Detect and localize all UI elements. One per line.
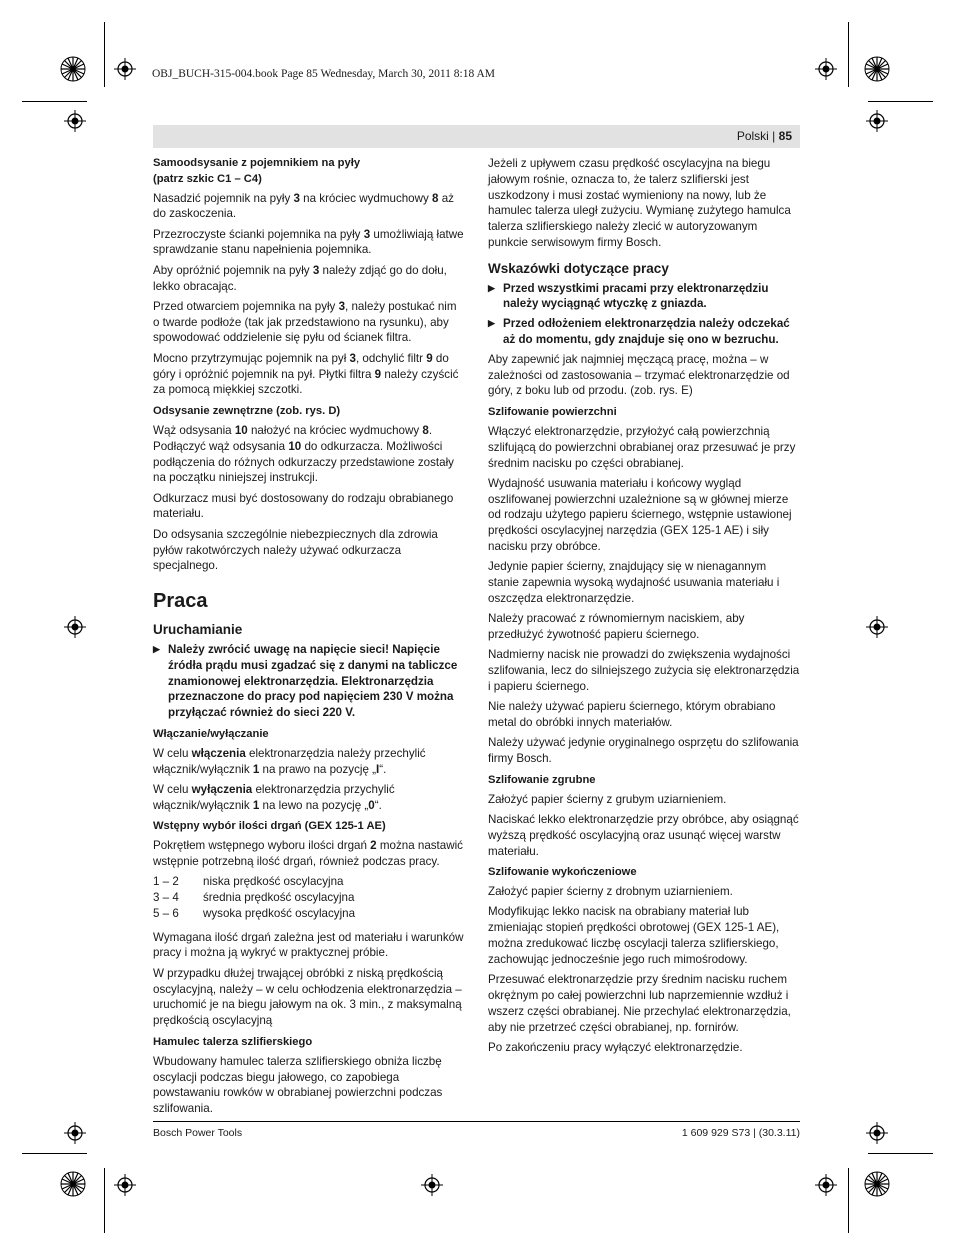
header-language: Polski bbox=[736, 129, 769, 143]
crop-line bbox=[104, 22, 105, 87]
page-header bbox=[153, 125, 800, 148]
paragraph: Jedynie papier ścierny, znajdujący się w nienagannym stanie zapewnia wysoką wydajność usuwania materiału i oszczędza elektronarzędzie. bbox=[488, 560, 780, 605]
crop-line bbox=[22, 1153, 87, 1154]
section-title: Szlifowanie wykończeniowe bbox=[488, 866, 637, 879]
paragraph: Należy używać jedynie oryginalnego osprzętu do szlifowania firmy Bosch. bbox=[488, 736, 799, 766]
paragraph: Po zakończeniu pracy wyłączyć elektronarzędzie. bbox=[488, 1040, 743, 1054]
arrow-icon: ▶ bbox=[488, 282, 495, 293]
section-title: Odsysanie zewnętrzne (zob. rys. D) bbox=[153, 405, 341, 418]
paragraph: Założyć papier ścierny z drobnym uziarnieniem. bbox=[488, 885, 733, 899]
paragraph: Jeżeli z upływem czasu prędkość oscylacyjna na biegu jałowym rośnie, oznacza to, że talerz szlifierski jest uszkodzony i musi zostać wymieniony na nowy, lub że hamulec talerza uległ zużyciu. Wymianę zużytego hamulca talerza szlifierskiego należy zlecić w autoryzowanym punkcie serwisowym firmy Bosch. bbox=[488, 157, 791, 249]
registration-mark-icon bbox=[866, 110, 888, 132]
paragraph: Naciskać lekko elektronarzędzie przy obróbce, aby osiągnąć wyższą prędkość oscylacyjną oraz usunąć więcej warstw materiału. bbox=[488, 812, 799, 858]
paragraph: Wydajność usuwania materiału i końcowy wygląd oszlifowanej powierzchni uzależnione są w głównej mierze od rodzaju użytego papieru ściernego, wstępnie ustawionej prędkości oscylacyjnej narzędzia (GEX 125-1 AE) i siły nacisku przy obróbce. bbox=[488, 476, 792, 554]
paragraph: W celu wyłączenia elektronarzędzia przychylić włącznik/wyłącznik 1 na lewo na pozycję „0“. bbox=[153, 782, 395, 812]
paragraph: Przezroczyste ścianki pojemnika na pyły 3 umożliwiają łatwe sprawdzanie stanu napełnienia pojemnika. bbox=[153, 227, 464, 257]
paragraph: Mocno przytrzymując pojemnik na pył 3, odchylić filtr 9 do góry i opróżnić pojemnik na pył. Płytki filtra 9 należy czyścić za pomocą miękkiej szczotki. bbox=[153, 351, 459, 397]
paragraph: Wbudowany hamulec talerza szlifierskiego obniża liczbę oscylacji podczas biegu jałowego, co zapobiega powstawaniu rowków w obrabianej powierzchni podczas szlifowania. bbox=[153, 1054, 443, 1116]
paragraph: Nie należy używać papieru ściernego, którym obrabiano metal do obróbki innych materiałów. bbox=[488, 700, 776, 729]
paragraph: Aby zapewnić jak najmniej męczącą pracę, można – w zależności od zastosowania – trzymać elektronarzędzie od góry, z boku lub od przodu. (zob. rys. E) bbox=[488, 352, 790, 398]
header-separator: | bbox=[768, 129, 779, 143]
header-text bbox=[737, 129, 792, 143]
footer-doc-number: 1 609 929 S73 | (30.3.11) bbox=[681, 1127, 800, 1139]
starburst-target-icon bbox=[60, 1171, 86, 1197]
warning-bullet: ▶ Należy zwrócić uwagę na napięcie sieci! Napięcie źródła prądu musi zgadzać się z danymi na tabliczce znamionowej elektronarzędzia. Elektronarzędzia przeznaczone do pracy pod napięciem 230 V można przyłączać również do sieci 220 V. bbox=[153, 642, 458, 720]
table-row: 5 – 6 wysoka prędkość oscylacyjna bbox=[153, 906, 356, 920]
paragraph: Założyć papier ścierny z grubym uziarnieniem. bbox=[488, 792, 727, 806]
crop-line bbox=[848, 22, 849, 87]
section-title: Samoodsysanie z pojemnikiem na pyły (patrz szkic C1 – C4) bbox=[153, 157, 361, 185]
arrow-icon: ▶ bbox=[488, 318, 495, 329]
crop-line bbox=[868, 1153, 933, 1154]
footer-divider bbox=[153, 1121, 800, 1122]
registration-mark-icon bbox=[866, 1122, 888, 1144]
warning-bullet: ▶ Przed wszystkimi pracami przy elektronarzędziu należy wyciągnąć wtyczkę z gniazda. bbox=[488, 281, 769, 311]
section-title: Włączanie/wyłączanie bbox=[153, 727, 269, 740]
paragraph: Wymagana ilość drgań zależna jest od materiału i warunków pracy i można ją wykryć w praktycznej próbie. bbox=[153, 930, 464, 960]
arrow-icon: ▶ bbox=[153, 643, 160, 654]
table-row: 3 – 4 średnia prędkość oscylacyjna bbox=[153, 891, 355, 905]
footer-brand: Bosch Power Tools bbox=[153, 1127, 243, 1139]
crop-line bbox=[868, 101, 933, 102]
registration-mark-icon bbox=[815, 1174, 837, 1196]
paragraph: Nadmierny nacisk nie prowadzi do zwiększenia wydajności szlifowania, lecz do silniejszego zużycia się elektronarzędzia i papieru ściernego. bbox=[488, 648, 800, 693]
paragraph: W celu włączenia elektronarzędzia należy przechylić włącznik/wyłącznik 1 na prawo na pozycję „I“. bbox=[153, 746, 426, 776]
registration-mark-icon bbox=[114, 58, 136, 80]
paragraph: Modyfikując lekko nacisk na obrabiany materiał lub zmieniając stopień prędkości obrotowej (GEX 125-1 AE), można zredukować liczbę oscylacji talerza szlifierskiego, zachowując jednocześnie jego ruch mimośrodowy. bbox=[488, 905, 780, 966]
starburst-target-icon bbox=[60, 56, 86, 82]
paragraph: Odkurzacz musi być dostosowany do rodzaju obrabianego materiału. bbox=[153, 491, 454, 521]
paragraph: Aby opróżnić pojemnik na pyły 3 należy zdjąć go do dołu, lekko obracając. bbox=[153, 263, 447, 293]
paragraph: Pokrętłem wstępnego wyboru ilości drgań 2 można nastawić wstępnie potrzebną ilość drgań, również podczas pracy. bbox=[153, 839, 463, 868]
crop-line bbox=[848, 1168, 849, 1233]
crop-line bbox=[104, 1168, 105, 1233]
section-title: Hamulec talerza szlifierskiego bbox=[153, 1035, 313, 1048]
section-heading: Wskazówki dotyczące pracy bbox=[488, 260, 669, 276]
registration-mark-icon bbox=[64, 1122, 86, 1144]
paragraph: Wąż odsysania 10 nałożyć na króciec wydmuchowy 8. Podłączyć wąż odsysania 10 do odkurzacza. Możliwości podłączenia do różnych odkurzaczy przedstawione zostały na początku niniejszej instrukcji. bbox=[153, 423, 454, 485]
registration-mark-icon bbox=[815, 58, 837, 80]
section-heading: Uruchamianie bbox=[153, 622, 243, 638]
registration-mark-icon bbox=[421, 1174, 443, 1196]
right-column bbox=[488, 156, 800, 1060]
section-title: Szlifowanie zgrubne bbox=[488, 773, 596, 786]
section-title: Szlifowanie powierzchni bbox=[488, 406, 617, 419]
crop-line bbox=[22, 101, 87, 102]
registration-mark-icon bbox=[866, 616, 888, 638]
starburst-target-icon bbox=[864, 56, 890, 82]
paragraph: W przypadku dłużej trwającej obróbki z niską prędkością oscylacyjną, należy – w celu ochłodzenia elektronarzędzia – uruchomić je na biegu jałowym na ok. 3 min., z maksymalną prędkością oscylacyjną bbox=[153, 966, 462, 1028]
table-row: 1 – 2 niska prędkość oscylacyjna bbox=[153, 875, 344, 889]
paragraph: Przed otwarciem pojemnika na pyły 3, należy postukać nim o twarde podłoże (tak jak przedstawiono na rysunku), aby spowodować oddzielenie się pyłu od ścianek filtra. bbox=[153, 299, 457, 345]
oscillation-levels-table bbox=[153, 874, 355, 921]
paragraph: Włączyć elektronarzędzie, przyłożyć całą powierzchnią szlifującą do powierzchni obrabianej oraz przesuwać je przy średnim nacisku po części obrabianej. bbox=[488, 424, 796, 470]
section-title: Wstępny wybór ilości drgań (GEX 125-1 AE) bbox=[153, 820, 386, 833]
warning-bullet: ▶ Przed odłożeniem elektronarzędzia należy odczekać aż do momentu, gdy znajduje się ono w bezruchu. bbox=[488, 317, 790, 346]
left-column bbox=[153, 156, 465, 1121]
starburst-target-icon bbox=[864, 1171, 890, 1197]
registration-mark-icon bbox=[114, 1174, 136, 1196]
registration-mark-icon bbox=[64, 110, 86, 132]
paragraph: Należy pracować z równomiernym naciskiem, aby przedłużyć żywotność papieru ściernego. bbox=[488, 612, 745, 642]
page-number: 85 bbox=[778, 129, 792, 143]
registration-mark-icon bbox=[64, 616, 86, 638]
paragraph: Przesuwać elektronarzędzie przy średnim nacisku ruchem okrężnym po całej powierzchni lub naprzemiennie wzdłuż i wszerz części obrabianej. Nie przechylać elektronarzędzia, aby nie przetrzeć części obrabianej, np. fornirów. bbox=[488, 973, 791, 1034]
paragraph: Do odsysania szczególnie niebezpiecznych dla zdrowia pyłów rakotwórczych należy używać odkurzacza specjalnego. bbox=[153, 527, 438, 573]
print-info: OBJ_BUCH-315-004.book Page 85 Wednesday, March 30, 2011 8:18 AM bbox=[152, 68, 495, 80]
paragraph: Nasadzić pojemnik na pyły 3 na króciec wydmuchowy 8 aż do zaskoczenia. bbox=[153, 191, 454, 221]
chapter-title: Praca bbox=[153, 590, 208, 613]
